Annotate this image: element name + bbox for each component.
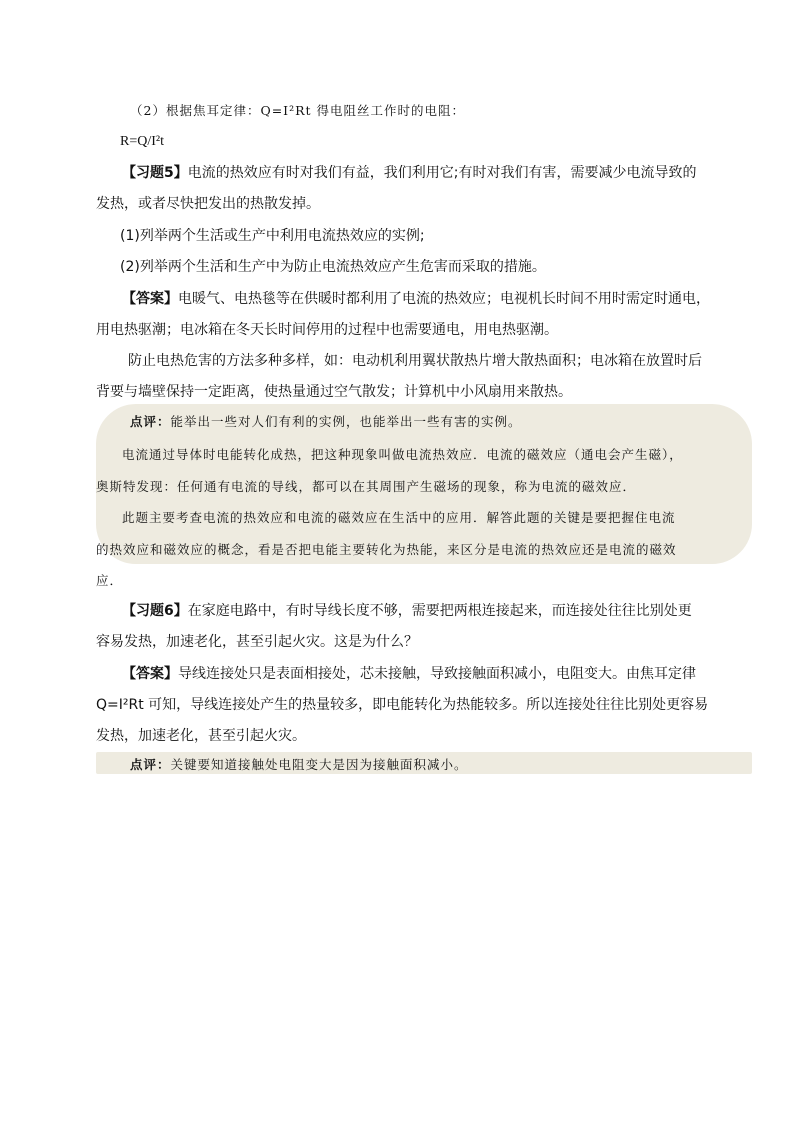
exercise6-tag: 【习题6】 — [122, 603, 188, 619]
exercise5-answer-line4: 背要与墙壁保持一定距离，使热量通过空气散发；计算机中小风扇用来散热。 — [96, 384, 572, 400]
comment5-line4: 此题主要考查电流的热效应和电流的磁效应在生活中的应用．解答此题的关键是要把握住电流 — [122, 510, 676, 525]
exercise5-answer-line3: 防止电热危害的方法多种多样，如：电动机利用翼状散热片增大散热面积；电冰箱在放置时后 — [128, 353, 702, 369]
exercise6-answer-line3: 发热，加速老化，甚至引起火灾。 — [96, 728, 306, 744]
comment5-line3: 奥斯特发现：任何通有电流的导线，都可以在其周围产生磁场的现象，称为电流的磁效应． — [96, 479, 637, 494]
exercise5-tag: 【习题5】 — [122, 165, 188, 181]
exercise5-text1: 电流的热效应有时对我们有益，我们利用它;有时对我们有害，需要减少电流导致的 — [187, 165, 697, 181]
comment5-line6: 应． — [96, 573, 124, 588]
exercise5-line1 — [122, 163, 696, 183]
comment5-line1 — [130, 412, 522, 432]
formula-line-joule: （2）根据焦耳定律：Q=I²Rt 得电阻丝工作时的电阻： — [130, 103, 466, 118]
comment5-line2: 电流通过导体时电能转化成热，把这种现象叫做电流热效应．电流的磁效应（通电会产生磁）， — [122, 447, 683, 462]
exercise5-line2: 发热，或者尽快把发出的热散发掉。 — [96, 196, 320, 212]
exercise5-question1: (1)列举两个生活或生产中利用电流热效应的实例; — [120, 228, 425, 244]
exercise5-answer-line2: 用电热驱潮；电冰箱在冬天长时间停用的过程中也需要通电，用电热驱潮。 — [96, 322, 558, 338]
exercise5-question2: (2)列举两个生活和生产中为防止电流热效应产生危害而采取的措施。 — [120, 259, 546, 275]
exercise6-answer-text1: 导线连接处只是表面相接处，芯未接触，导致接触面积减小，电阻变大。由焦耳定律 — [178, 666, 696, 682]
exercise5-answer-text1: 电暖气、电热毯等在供暖时都利用了电流的热效应；电视机长时间不用时需定时通电， — [178, 291, 710, 307]
comment5-text1: 能举出一些对人们有利的实例，也能举出一些有害的实例。 — [170, 414, 522, 429]
comment5-tag: 点评： — [130, 414, 171, 429]
formula-line-resistance: R=Q/I²t — [120, 134, 164, 149]
comment5-line5: 的热效应和磁效应的概念，看是否把电能主要转化为热能，来区分是电流的热效应还是电流的磁效 — [96, 542, 677, 557]
comment6-text1: 关键要知道接触处电阻变大是因为接触面积减小。 — [170, 757, 468, 772]
exercise5-answer-line1 — [122, 289, 710, 309]
exercise6-text1: 在家庭电路中，有时导线长度不够，需要把两根连接起来，而连接处往往比别处更 — [187, 603, 692, 619]
comment6-line1 — [130, 755, 468, 775]
exercise6-line1 — [122, 601, 692, 621]
exercise5-answer-tag: 【答案】 — [122, 291, 178, 307]
exercise6-line2: 容易发热，加速老化，甚至引起火灾。这是为什么？ — [96, 634, 418, 650]
comment6-tag: 点评： — [130, 757, 171, 772]
exercise6-answer-line1 — [122, 664, 696, 684]
exercise6-answer-line2: Q=I²Rt 可知，导线连接处产生的热量较多，即电能转化为热能较多。所以连接处往往比别处更容易 — [96, 697, 709, 713]
exercise6-answer-tag: 【答案】 — [122, 666, 178, 682]
